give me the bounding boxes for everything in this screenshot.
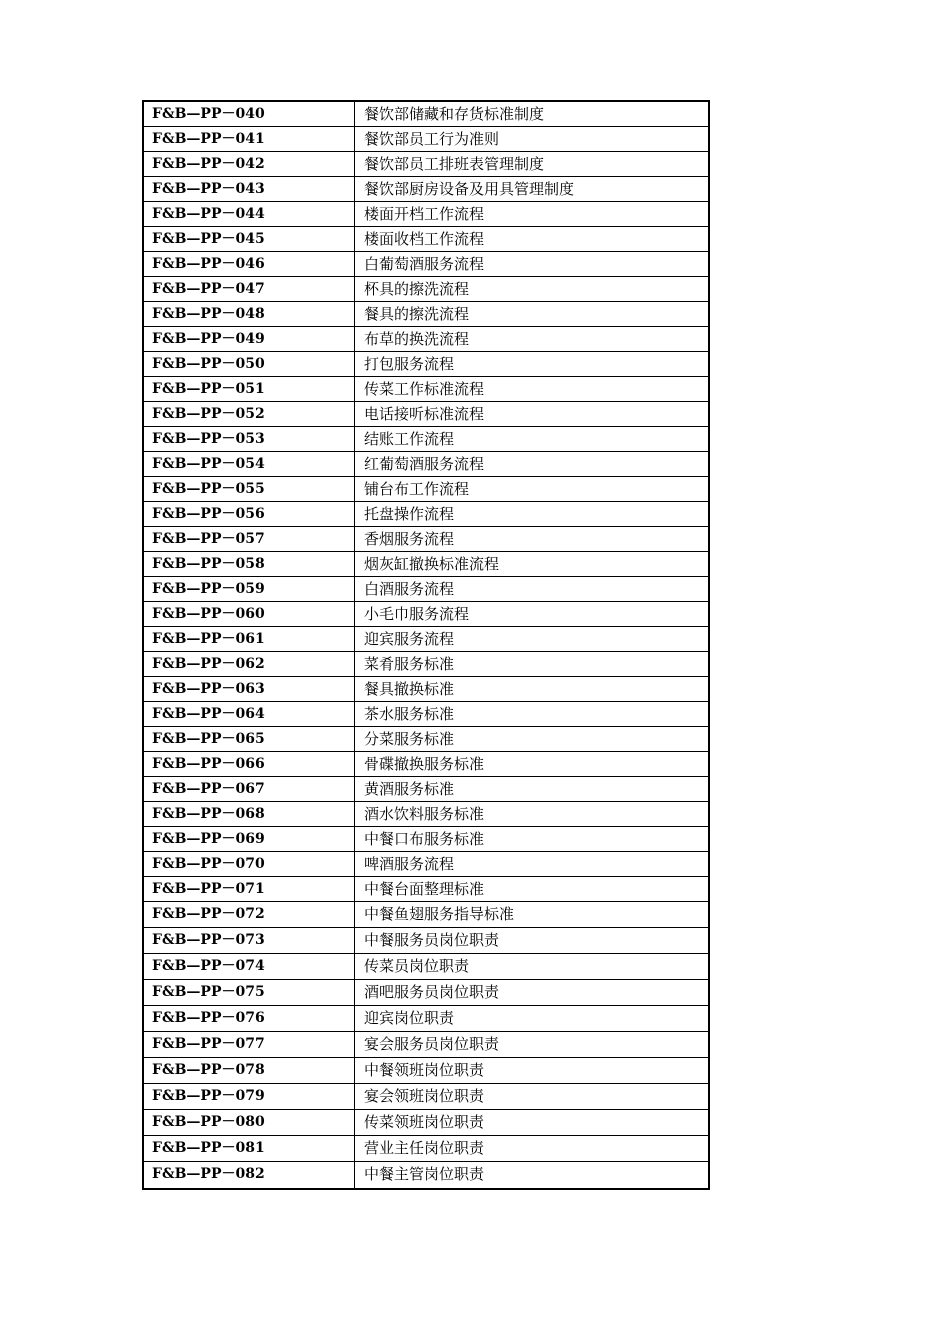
- document-title-cell: 传菜员岗位职责: [364, 957, 470, 975]
- document-title-cell: 楼面收档工作流程: [364, 230, 485, 248]
- document-code-cell: F&B—PP－046: [144, 252, 355, 276]
- document-title-cell: 菜肴服务标准: [364, 655, 455, 673]
- document-title-cell: 布草的换洗流程: [364, 330, 470, 348]
- document-code-cell: F&B—PP－050: [144, 352, 355, 376]
- document-code-cell: F&B—PP－057: [144, 527, 355, 551]
- table-row: [144, 980, 708, 1006]
- document-code-cell: F&B—PP－055: [144, 477, 355, 501]
- table-row: [144, 852, 708, 877]
- table-row: [144, 602, 708, 627]
- table-row: [144, 177, 708, 202]
- table-row: [144, 1058, 708, 1084]
- document-code-cell: F&B—PP－079: [144, 1084, 355, 1109]
- table-row: [144, 477, 708, 502]
- document-title-cell: 分菜服务标准: [364, 730, 455, 748]
- document-title-cell: 烟灰缸撤换标准流程: [364, 555, 500, 573]
- document-code-cell: F&B—PP－078: [144, 1058, 355, 1083]
- document-title-cell: 餐饮部厨房设备及用具管理制度: [364, 180, 575, 198]
- table-row: [144, 577, 708, 602]
- document-code-cell: F&B—PP－043: [144, 177, 355, 201]
- document-code-cell: F&B—PP－064: [144, 702, 355, 726]
- document-code-cell: F&B—PP－059: [144, 577, 355, 601]
- table-row: [144, 377, 708, 402]
- document-code-cell: F&B—PP－056: [144, 502, 355, 526]
- table-row: [144, 954, 708, 980]
- document-code-cell: F&B—PP－047: [144, 277, 355, 301]
- document-code-cell: F&B—PP－075: [144, 980, 355, 1005]
- table-row: [144, 827, 708, 852]
- document-title-cell: 迎宾服务流程: [364, 630, 455, 648]
- document-code-cell: F&B—PP－063: [144, 677, 355, 701]
- document-table: [142, 100, 710, 1190]
- document-title-cell: 茶水服务标准: [364, 705, 455, 723]
- document-code-cell: F&B—PP－042: [144, 152, 355, 176]
- table-row: [144, 777, 708, 802]
- table-row: [144, 252, 708, 277]
- document-title-cell: 中餐领班岗位职责: [364, 1061, 485, 1079]
- document-code-cell: F&B—PP－082: [144, 1162, 355, 1188]
- table-row: [144, 502, 708, 527]
- table-row: [144, 1006, 708, 1032]
- document-code-cell: F&B—PP－073: [144, 928, 355, 953]
- table-row: [144, 1084, 708, 1110]
- table-row: [144, 752, 708, 777]
- table-row: [144, 202, 708, 227]
- document-title-cell: 迎宾岗位职责: [364, 1009, 455, 1027]
- document-title-cell: 中餐鱼翅服务指导标准: [364, 905, 515, 923]
- document-code-cell: F&B—PP－041: [144, 127, 355, 151]
- document-code-cell: F&B—PP－071: [144, 877, 355, 901]
- table-row: [144, 627, 708, 652]
- document-title-cell: 餐饮部员工行为准则: [364, 130, 500, 148]
- table-row: [144, 877, 708, 902]
- document-title-cell: 杯具的擦洗流程: [364, 280, 470, 298]
- document-code-cell: F&B—PP－051: [144, 377, 355, 401]
- document-title-cell: 营业主任岗位职责: [364, 1139, 485, 1157]
- table-row: [144, 327, 708, 352]
- document-code-cell: F&B—PP－045: [144, 227, 355, 251]
- document-title-cell: 传菜工作标准流程: [364, 380, 485, 398]
- table-row: [144, 702, 708, 727]
- document-code-cell: F&B—PP－076: [144, 1006, 355, 1031]
- table-row: [144, 102, 708, 127]
- table-row: [144, 127, 708, 152]
- document-code-cell: F&B—PP－052: [144, 402, 355, 426]
- table-row: [144, 527, 708, 552]
- document-title-cell: 酒吧服务员岗位职责: [364, 983, 500, 1001]
- document-title-cell: 中餐服务员岗位职责: [364, 931, 500, 949]
- document-title-cell: 传菜领班岗位职责: [364, 1113, 485, 1131]
- document-title-cell: 白酒服务流程: [364, 580, 455, 598]
- document-code-cell: F&B—PP－069: [144, 827, 355, 851]
- document-title-cell: 打包服务流程: [364, 355, 455, 373]
- table-row: [144, 928, 708, 954]
- document-title-cell: 中餐主管岗位职责: [364, 1165, 485, 1183]
- document-title-cell: 楼面开档工作流程: [364, 205, 485, 223]
- document-code-cell: F&B—PP－044: [144, 202, 355, 226]
- document-code-cell: F&B—PP－049: [144, 327, 355, 351]
- document-code-cell: F&B—PP－053: [144, 427, 355, 451]
- document-code-cell: F&B—PP－070: [144, 852, 355, 876]
- table-row: [144, 902, 708, 928]
- table-row: [144, 227, 708, 252]
- table-row: [144, 652, 708, 677]
- document-title-cell: 餐饮部员工排班表管理制度: [364, 155, 545, 173]
- table-row: [144, 677, 708, 702]
- table-row: [144, 427, 708, 452]
- table-row: [144, 352, 708, 377]
- document-title-cell: 铺台布工作流程: [364, 480, 470, 498]
- document-code-cell: F&B—PP－068: [144, 802, 355, 826]
- table-row: [144, 802, 708, 827]
- document-title-cell: 中餐口布服务标准: [364, 830, 485, 848]
- document-code-cell: F&B—PP－077: [144, 1032, 355, 1057]
- table-row: [144, 302, 708, 327]
- document-title-cell: 啤酒服务流程: [364, 855, 455, 873]
- table-row: [144, 1162, 708, 1188]
- document-code-cell: F&B—PP－066: [144, 752, 355, 776]
- document-code-cell: F&B—PP－040: [144, 102, 355, 126]
- document-title-cell: 托盘操作流程: [364, 505, 455, 523]
- table-row: [144, 277, 708, 302]
- document-code-cell: F&B—PP－061: [144, 627, 355, 651]
- table-row: [144, 1136, 708, 1162]
- document-code-cell: F&B—PP－065: [144, 727, 355, 751]
- document-code-cell: F&B—PP－072: [144, 902, 355, 927]
- document-title-cell: 电话接听标准流程: [364, 405, 485, 423]
- document-title-cell: 餐具的擦洗流程: [364, 305, 470, 323]
- table-row: [144, 552, 708, 577]
- document-code-cell: F&B—PP－048: [144, 302, 355, 326]
- document-title-cell: 白葡萄酒服务流程: [364, 255, 485, 273]
- document-title-cell: 小毛巾服务流程: [364, 605, 470, 623]
- document-title-cell: 骨碟撤换服务标准: [364, 755, 485, 773]
- table-row: [144, 1110, 708, 1136]
- document-title-cell: 结账工作流程: [364, 430, 455, 448]
- document-code-cell: F&B—PP－067: [144, 777, 355, 801]
- document-title-cell: 中餐台面整理标准: [364, 880, 485, 898]
- document-title-cell: 香烟服务流程: [364, 530, 455, 548]
- document-code-cell: F&B—PP－074: [144, 954, 355, 979]
- table-row: [144, 452, 708, 477]
- table-row: [144, 1032, 708, 1058]
- document-code-cell: F&B—PP－080: [144, 1110, 355, 1135]
- table-row: [144, 152, 708, 177]
- table-row: [144, 402, 708, 427]
- document-title-cell: 宴会服务员岗位职责: [364, 1035, 500, 1053]
- document-code-cell: F&B—PP－060: [144, 602, 355, 626]
- document-title-cell: 宴会领班岗位职责: [364, 1087, 485, 1105]
- document-title-cell: 红葡萄酒服务流程: [364, 455, 485, 473]
- document-title-cell: 餐饮部储藏和存货标准制度: [364, 105, 545, 123]
- document-title-cell: 黄酒服务标准: [364, 780, 455, 798]
- document-code-cell: F&B—PP－081: [144, 1136, 355, 1161]
- document-title-cell: 餐具撤换标准: [364, 680, 455, 698]
- document-title-cell: 酒水饮料服务标准: [364, 805, 485, 823]
- document-code-cell: F&B—PP－058: [144, 552, 355, 576]
- document-code-cell: F&B—PP－054: [144, 452, 355, 476]
- table-row: [144, 727, 708, 752]
- document-code-cell: F&B—PP－062: [144, 652, 355, 676]
